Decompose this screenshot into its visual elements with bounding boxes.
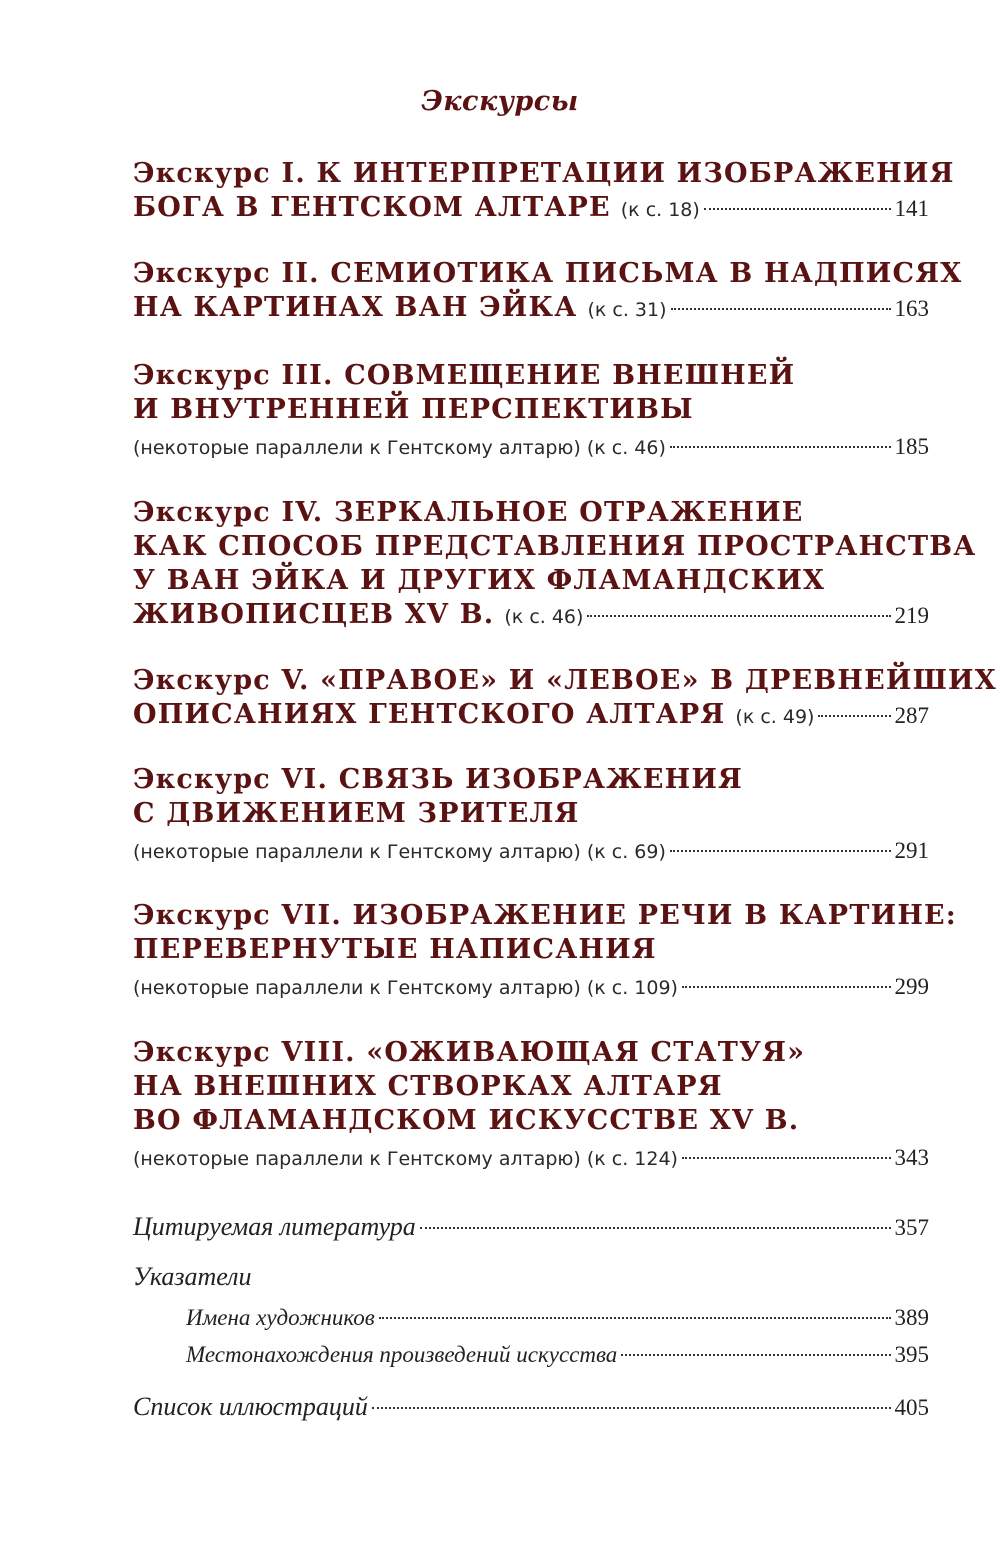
entry-title-line: ПЕРЕВЕРНУТЫЕ НАПИСАНИЯ: [133, 934, 657, 965]
leader-dots: [379, 1317, 891, 1319]
entry-subtitle: (некоторые параллели к Гентскому алтарю) (к с. 109): [133, 977, 678, 999]
entry-label: Местонахождения произведений искусства: [186, 1342, 618, 1367]
page-number: 219: [894, 603, 929, 628]
entry-subtitle: (некоторые параллели к Гентскому алтарю) (к с. 46): [133, 437, 666, 459]
page-number: 357: [894, 1215, 929, 1240]
entry-title-line: Экскурс I. К ИНТЕРПРЕТАЦИИ ИЗОБРАЖЕНИЯ: [133, 158, 955, 189]
entry-title-line: ЖИВОПИСЦЕВ XV В.: [133, 599, 495, 630]
toc-entry-indexes[interactable]: Указатели: [133, 1262, 252, 1291]
leader-dots: [818, 715, 890, 717]
entry-dotline: [133, 698, 929, 734]
entry-title-line: Экскурс VI. СВЯЗЬ ИЗОБРАЖЕНИЯ: [133, 764, 744, 795]
page-number: 141: [894, 196, 929, 221]
page-number: 287: [894, 703, 929, 728]
entry-title-line: У ВАН ЭЙКА И ДРУГИХ ФЛАМАНДСКИХ: [133, 565, 826, 596]
toc-entry-2[interactable]: [133, 257, 963, 327]
entry-title-line: НА КАРТИНАХ ВАН ЭЙКА: [133, 292, 578, 323]
leader-dots: [670, 446, 891, 448]
entry-page-ref: (к с. 31): [587, 299, 667, 321]
entry-label: Цитируемая литература: [133, 1212, 416, 1241]
entry-title-line: Экскурс VIII. «ОЖИВАЮЩАЯ СТАТУЯ»: [133, 1037, 806, 1068]
section-title: Экскурсы: [421, 86, 579, 117]
entry-title-line: С ДВИЖЕНИЕМ ЗРИТЕЛЯ: [133, 798, 580, 829]
entry-title-line: ОПИСАНИЯХ ГЕНТСКОГО АЛТАРЯ: [133, 699, 726, 730]
toc-entry-illustrations[interactable]: [133, 1392, 929, 1422]
leader-dots: [682, 1157, 891, 1159]
toc-entry-8[interactable]: [133, 1036, 929, 1175]
leader-dots: [621, 1354, 890, 1356]
leader-dots: [704, 208, 891, 210]
entry-page-ref: (к с. 18): [620, 199, 700, 221]
entry-title-line: Экскурс II. СЕМИОТИКА ПИСЬМА В НАДПИСЯХ: [133, 258, 963, 289]
toc-entry-3[interactable]: [133, 359, 929, 464]
entry-label: Список иллюстраций: [133, 1392, 368, 1421]
page-number: 395: [894, 1342, 929, 1367]
page-number: 163: [894, 296, 929, 321]
entry-dotline: [133, 291, 929, 327]
leader-dots: [671, 308, 891, 310]
toc-entry-7[interactable]: [133, 899, 957, 1004]
page-number: 343: [894, 1145, 929, 1170]
entry-subtitle: (некоторые параллели к Гентскому алтарю) (к с. 69): [133, 841, 666, 863]
entry-title-line: ВО ФЛАМАНДСКОМ ИСКУССТВЕ XV В.: [133, 1105, 800, 1136]
toc-entry-locations[interactable]: [186, 1342, 929, 1368]
entry-dotline: [133, 191, 929, 227]
entry-title-line: НА ВНЕШНИХ СТВОРКАХ АЛТАРЯ: [133, 1071, 723, 1102]
leader-dots: [682, 986, 891, 988]
page-number: 389: [894, 1305, 929, 1330]
entry-title-line: Экскурс VII. ИЗОБРАЖЕНИЕ РЕЧИ В КАРТИНЕ:: [133, 900, 957, 931]
entry-dotline: [133, 598, 929, 634]
leader-dots: [420, 1227, 891, 1229]
leader-dots: [372, 1407, 891, 1409]
entry-dotline: [133, 431, 929, 464]
leader-dots: [587, 615, 890, 617]
leader-dots: [670, 850, 891, 852]
entry-title-line: И ВНУТРЕННЕЙ ПЕРСПЕКТИВЫ: [133, 394, 694, 425]
toc-entry-1[interactable]: [133, 157, 955, 227]
entry-title-line: Экскурс V. «ПРАВОЕ» И «ЛЕВОЕ» В ДРЕВНЕЙШИХ: [133, 665, 997, 696]
page-number: 291: [894, 838, 929, 863]
entry-title-line: БОГА В ГЕНТСКОМ АЛТАРЕ: [133, 192, 611, 223]
entry-title-line: Экскурс IV. ЗЕРКАЛЬНОЕ ОТРАЖЕНИЕ: [133, 497, 804, 528]
toc-entry-literature[interactable]: [133, 1212, 929, 1242]
page-number: 405: [894, 1395, 929, 1420]
entry-page-ref: (к с. 46): [504, 606, 584, 628]
entry-title-line: Экскурс III. СОВМЕЩЕНИЕ ВНЕШНЕЙ: [133, 360, 796, 391]
entry-subtitle: (некоторые параллели к Гентскому алтарю) (к с. 124): [133, 1148, 678, 1170]
entry-page-ref: (к с. 49): [735, 706, 815, 728]
toc-entry-6[interactable]: [133, 763, 929, 868]
entry-title-line: КАК СПОСОБ ПРЕДСТАВЛЕНИЯ ПРОСТРАНСТВА: [133, 531, 977, 562]
entry-dotline: [133, 971, 929, 1004]
toc-entry-4[interactable]: [133, 496, 977, 634]
toc-entry-artists[interactable]: [186, 1305, 929, 1331]
entry-dotline: [133, 835, 929, 868]
page-number: 299: [894, 974, 929, 999]
page-number: 185: [894, 434, 929, 459]
entry-label: Имена художников: [186, 1305, 375, 1330]
toc-entry-5[interactable]: [133, 664, 997, 734]
entry-dotline: [133, 1142, 929, 1175]
